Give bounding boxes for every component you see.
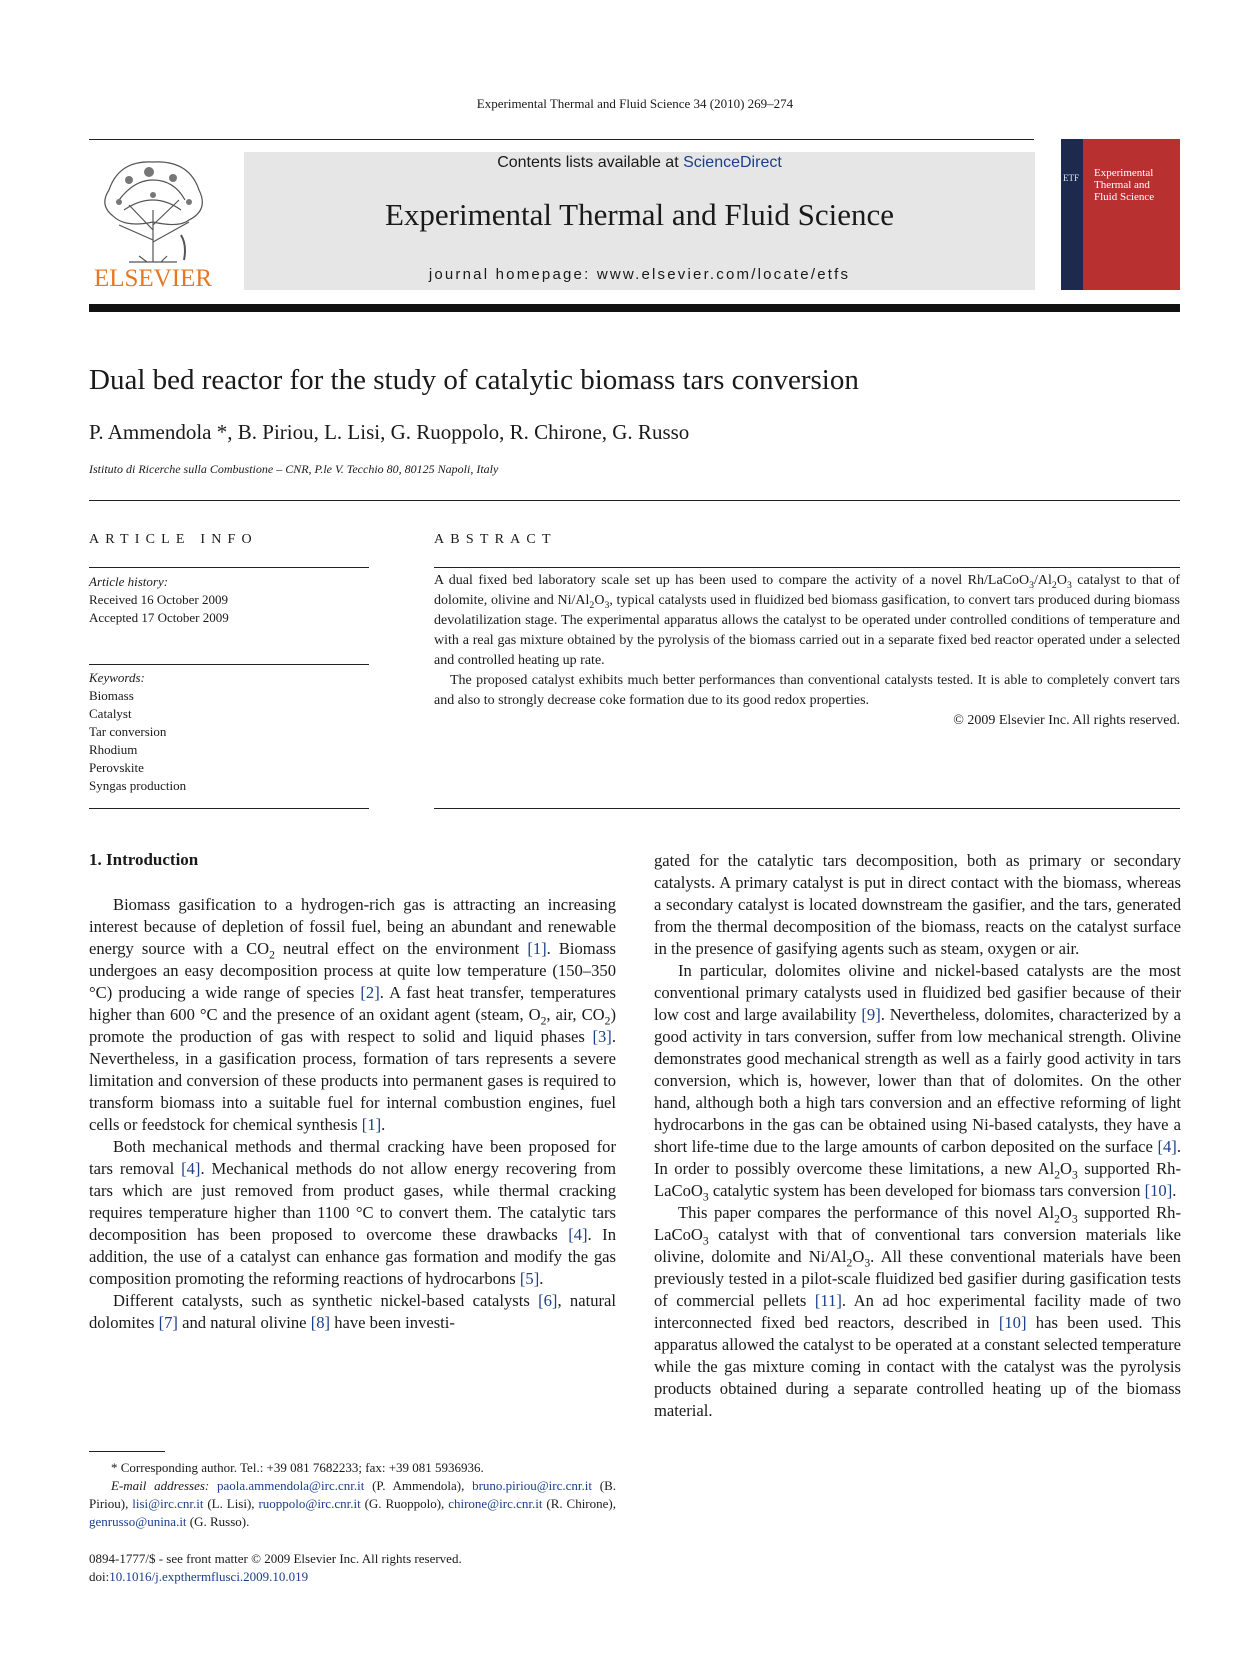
keyword: Syngas production xyxy=(89,778,187,793)
journal-banner xyxy=(244,152,1035,290)
reference-link[interactable]: [1] xyxy=(361,1115,382,1134)
reference-link[interactable]: [9] xyxy=(861,1005,881,1024)
journal-name: Experimental Thermal and Fluid Science xyxy=(384,197,895,232)
reference-link[interactable]: [1] xyxy=(527,939,547,958)
elsevier-wordmark: ELSEVIER xyxy=(93,265,213,290)
email-link[interactable]: ruoppolo@irc.cnr.it xyxy=(258,1496,361,1511)
reference-link[interactable]: [10] xyxy=(1144,1181,1173,1200)
abstract-heading: ABSTRACT xyxy=(434,532,557,547)
body-paragraph: In particular, dolomites olivine and nickel-based catalysts are the most conventional primary catalysts used in fluidized bed gasifier because of their low cost and large availability [9]. Nevertheless, dolomites, characterized by a good activity in tars conversion, suffer from low mechanical strength. Olivine demonstrates good mechanical strength as well as a fairly good activity in tars conversion, which is, however, lower than that of dolomites. On the other hand, although both a high tars conversion and an effective reforming of light hydrocarbons in the gas can be obtained using Ni-based catalysts, they have a short life-time due to the large amounts of carbon deposited on the surface [4]. In order to possibly overcome these limitations, a new $Al_2O_3$ supported Rh-LaCoO$_3$ catalytic system has been developed for biomass tars conversion [10]. xyxy=(654,961,1181,1204)
email-link[interactable]: paola.ammendola@irc.cnr.it xyxy=(217,1478,365,1493)
keyword: Catalyst xyxy=(89,706,132,721)
footnote-rule xyxy=(89,1451,165,1452)
doi-line: doi:10.1016/j.expthermflusci.2009.10.019 xyxy=(89,1569,309,1584)
article-title: Dual bed reactor for the study of catalytic biomass tars conversion xyxy=(89,364,859,396)
issn-line: 0894-1777/$ - see front matter © 2009 Elsevier Inc. All rights reserved. xyxy=(89,1551,462,1566)
article-history xyxy=(89,573,229,627)
info-rule xyxy=(89,567,369,568)
reference-link[interactable]: [6] xyxy=(538,1291,558,1310)
reference-link[interactable]: [4] xyxy=(181,1159,201,1178)
email-link[interactable]: bruno.piriou@irc.cnr.it xyxy=(472,1478,592,1493)
contents-line xyxy=(244,154,1035,172)
title-rule xyxy=(89,500,1180,501)
sciencedirect-link[interactable]: ScienceDirect xyxy=(683,154,782,171)
body-right-column xyxy=(654,850,1181,1422)
body-paragraph: gated for the catalytic tars decomposition, both as primary or secondary catalysts. A primary catalyst is put in direct contact with the biomass, whereas a secondary catalyst is located downstream the gasifier, and the tars, generated from the thermal decomposition of the biomass, reacts on the catalyst surface in the presence of gasifying agents such as steam, oxygen or air. xyxy=(654,851,1181,958)
header-thick-rule xyxy=(89,304,1180,312)
keyword: Rhodium xyxy=(89,742,138,757)
reference-link[interactable]: [4] xyxy=(1157,1137,1177,1156)
abstract-paragraph: A dual fixed bed laboratory scale set up has been used to compare the activity of a novel $Rh/LaCoO_3/Al_2O_3$ catalyst to that of dolomite, olivine and $Ni/Al_2O_3$, typical catalysts used in fluidized bed biomass gasification, to convert tars produced during biomass devolatilization stage. The experimental apparatus allows the catalyst to be operated under controlled conditions of temperature and with a real gas mixture obtained by the pyrolysis of the biomass carried out in a separate fixed bed reactor operated under a selected and controlled heating up rate. xyxy=(434,573,1180,668)
keywords-block xyxy=(89,669,186,795)
corresponding-author-note: * Corresponding author. Tel.: +39 081 7682233; fax: +39 081 5936936. xyxy=(111,1460,484,1475)
cover-abbrev: ETF xyxy=(1063,173,1080,183)
keyword: Tar conversion xyxy=(89,724,167,739)
keyword: Biomass xyxy=(89,688,134,703)
reference-link[interactable]: [11] xyxy=(814,1291,842,1310)
reference-link[interactable]: [10] xyxy=(998,1313,1027,1332)
elsevier-tree-icon xyxy=(89,150,217,290)
body-paragraph: This paper compares the performance of this novel $Al_2O_3$ supported Rh-LaCoO$_3$ catalyst with that of conventional tars conversion materials like olivine, dolomite and $Ni/Al_2O_3$. All these conventional materials have been previously tested in a pilot-scale fluidized bed gasifier during gasification tests of commercial pellets [11]. An ad hoc experimental facility made of two interconnected fixed bed reactors, described in [10] has been used. This apparatus allowed the catalyst to be operated at a constant selected temperature while the gas mixture coming in contact with the catalyst was the pyrolysis products obtained during a separate controlled heating up of the biomass material. xyxy=(654,1203,1182,1420)
journal-homepage[interactable]: journal homepage: www.elsevier.com/locate/etfs xyxy=(428,266,851,283)
body-paragraph: Biomass gasification to a hydrogen-rich gas is attracting an increasing interest because of depletion of fossil fuel, being an abundant and renewable energy source with a $CO_2$ neutral effect on the environment [1]. Biomass undergoes an easy decomposition process at quite low temperature (150–350 °C) producing a wide range of species [2]. A fast heat transfer, temperatures higher than 600 °C and the presence of an oxidant agent (steam, $O_2$, air, $CO_2$) promote the production of gas with respect to solid and liquid phases [3]. Nevertheless, in a gasification process, formation of tars represents a severe limitation and conversion of these products into permanent gases is required to transform biomass into a suitable fuel for internal combustion engines, fuel cells or feedstock for chemical synthesis [1]. xyxy=(89,895,616,1134)
reference-link[interactable]: [8] xyxy=(310,1313,331,1332)
cover-panel xyxy=(1083,139,1180,290)
abstract-paragraph: The proposed catalyst exhibits much better performances than conventional catalysts tested. It is able to completely convert tars and also to strongly decrease coke formation due to its good redox properties. xyxy=(434,673,1180,708)
email-addresses: E-mail addresses: paola.ammendola@irc.cnr.it (P. Ammendola), bruno.piriou@irc.cnr.it (B. Piriou), lisi@irc.cnr.it (L. Lisi), ruoppolo@irc.cnr.it (G. Ruoppolo), chirone@irc.cnr.it (R. Chirone), genrusso@unina.it (G. Russo). xyxy=(89,1478,616,1529)
reference-link[interactable]: [3] xyxy=(592,1027,612,1046)
header-rule xyxy=(89,139,1034,140)
abstract-rule xyxy=(434,567,1180,568)
reference-link[interactable]: [4] xyxy=(568,1225,588,1244)
elsevier-logo xyxy=(89,150,217,290)
article-info-heading: ARTICLE INFO xyxy=(89,532,258,547)
reference-link[interactable]: [5] xyxy=(519,1269,540,1288)
footnote xyxy=(89,1459,616,1531)
history-label: Article history: xyxy=(89,574,169,589)
doi-link[interactable]: 10.1016/j.expthermflusci.2009.10.019 xyxy=(109,1569,309,1584)
abstract-bottom-rule xyxy=(434,808,1180,809)
keywords-label: Keywords: xyxy=(89,670,145,685)
section-heading: 1. Introduction xyxy=(89,850,199,869)
article-affiliation: Istituto di Ricerche sulla Combustione – CNR, P.le V. Tecchio 80, 80125 Napoli, Italy xyxy=(89,462,499,476)
email-link[interactable]: genrusso@unina.it xyxy=(89,1514,187,1529)
abstract-text xyxy=(434,571,1180,731)
contents-prefix: Contents lists available at xyxy=(497,154,684,171)
cover-title: Experimental Thermal and Fluid Science xyxy=(1094,167,1155,203)
cover-spine xyxy=(1061,139,1083,290)
body-left-column xyxy=(89,894,616,1334)
journal-citation: Experimental Thermal and Fluid Science 34 (2010) 269–274 xyxy=(476,96,794,111)
keyword: Perovskite xyxy=(89,760,144,775)
reference-link[interactable]: [2] xyxy=(360,983,380,1002)
accepted-date: Accepted 17 October 2009 xyxy=(89,610,229,625)
issn-block xyxy=(89,1550,462,1586)
article-authors: P. Ammendola *, B. Piriou, L. Lisi, G. Ruoppolo, R. Chirone, G. Russo xyxy=(89,420,690,444)
journal-cover xyxy=(1061,139,1180,290)
body-paragraph: Both mechanical methods and thermal cracking have been proposed for tars removal [4]. Mechanical methods do not allow energy recovering from tars which are just removed from product gases, while thermal cracking requires temperature higher than 1100 °C to convert them. The catalytic tars decomposition has been proposed to overcome these drawbacks [4]. In addition, the use of a catalyst can enhance gas formation and modify the gas composition promoting the reforming reactions of hydrocarbons [5]. xyxy=(89,1137,616,1288)
info-bottom-rule xyxy=(89,808,369,809)
keywords-rule xyxy=(89,664,369,665)
abstract-copyright: © 2009 Elsevier Inc. All rights reserved. xyxy=(953,713,1180,728)
email-link[interactable]: lisi@irc.cnr.it xyxy=(132,1496,204,1511)
body-paragraph: Different catalysts, such as synthetic nickel-based catalysts [6], natural dolomites [7] and natural olivine [8] have been investi- xyxy=(89,1291,616,1332)
received-date: Received 16 October 2009 xyxy=(89,592,228,607)
email-link[interactable]: chirone@irc.cnr.it xyxy=(448,1496,543,1511)
reference-link[interactable]: [7] xyxy=(158,1313,178,1332)
